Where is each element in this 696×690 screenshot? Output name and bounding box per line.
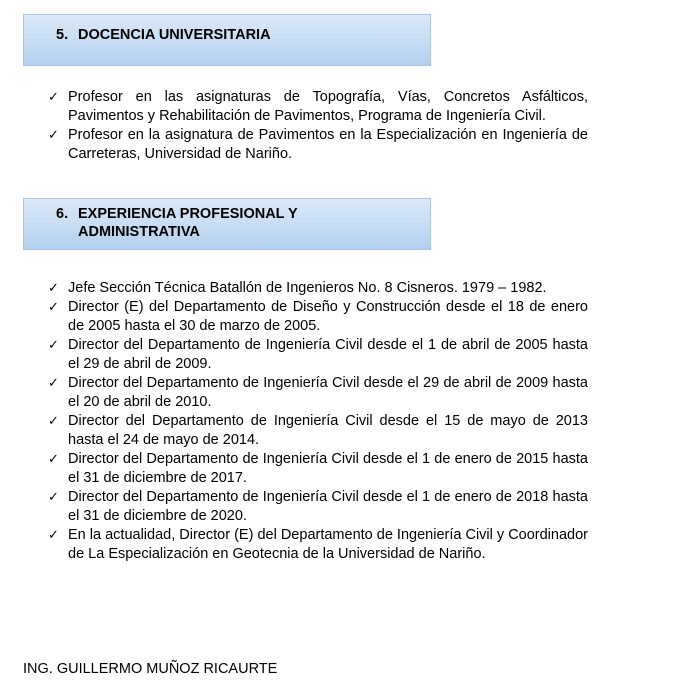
- checkmark-icon: ✓: [48, 90, 59, 105]
- list-item: [48, 126, 588, 164]
- section-title-text: EXPERIENCIA PROFESIONAL Y ADMINISTRATIVA: [78, 206, 298, 240]
- experience-list: [48, 279, 588, 564]
- list-item-text: En la actualidad, Director (E) del Departamento de Ingeniería Civil y Coordinador de La Especialización en Geotecnia de la Universidad de Nariño.: [68, 527, 588, 562]
- checkmark-icon: ✓: [48, 338, 59, 353]
- checkmark-icon: ✓: [48, 490, 59, 505]
- list-item-text: Profesor en las asignaturas de Topografía, Vías, Concretos Asfálticos, Pavimentos y Rehabilitación de Pavimentos, Programa de Ingeniería Civil.: [68, 89, 588, 124]
- checkmark-icon: ✓: [48, 300, 59, 315]
- list-item: [48, 336, 588, 374]
- checkmark-icon: ✓: [48, 414, 59, 429]
- list-item-text: Director (E) del Departamento de Diseño y Construcción desde el 18 de enero de 2005 hasta el 30 de marzo de 2005.: [68, 299, 588, 334]
- teaching-list: [48, 88, 588, 164]
- section-number: 5.: [56, 27, 69, 43]
- checkmark-icon: ✓: [48, 376, 59, 391]
- checkmark-icon: ✓: [48, 128, 59, 143]
- list-item-text: Director del Departamento de Ingeniería Civil desde el 1 de enero de 2015 hasta el 31 de diciembre de 2017.: [68, 451, 588, 486]
- section-number: 6.: [56, 206, 69, 222]
- checkmark-icon: ✓: [48, 281, 59, 296]
- list-item-text: Director del Departamento de Ingeniería Civil desde el 1 de enero de 2018 hasta el 31 de diciembre de 2020.: [68, 489, 588, 524]
- checkmark-icon: ✓: [48, 528, 59, 543]
- checkmark-icon: ✓: [48, 452, 59, 467]
- list-item: [48, 279, 588, 298]
- list-item: [48, 450, 588, 488]
- section-title-text: DOCENCIA UNIVERSITARIA: [78, 27, 271, 43]
- list-item: [48, 298, 588, 336]
- list-item: [48, 374, 588, 412]
- list-item: [48, 412, 588, 450]
- list-item-text: Director del Departamento de Ingeniería Civil desde el 15 de mayo de 2013 hasta el 24 de mayo de 2014.: [68, 413, 588, 448]
- list-item-text: Jefe Sección Técnica Batallón de Ingenieros No. 8 Cisneros. 1979 – 1982.: [68, 280, 547, 296]
- list-item: [48, 88, 588, 126]
- signature-name: ING. GUILLERMO MUÑOZ RICAURTE: [23, 661, 278, 677]
- section-6-title: [56, 205, 356, 241]
- list-item-text: Director del Departamento de Ingeniería Civil desde el 29 de abril de 2009 hasta el 20 de abril de 2010.: [68, 375, 588, 410]
- list-item: [48, 488, 588, 526]
- list-item-text: Director del Departamento de Ingeniería Civil desde el 1 de abril de 2005 hasta el 29 de abril de 2009.: [68, 337, 588, 372]
- list-item: [48, 526, 588, 564]
- section-5-title: [56, 26, 688, 44]
- list-item-text: Profesor en la asignatura de Pavimentos en la Especialización en Ingeniería de Carreteras, Universidad de Nariño.: [68, 127, 588, 162]
